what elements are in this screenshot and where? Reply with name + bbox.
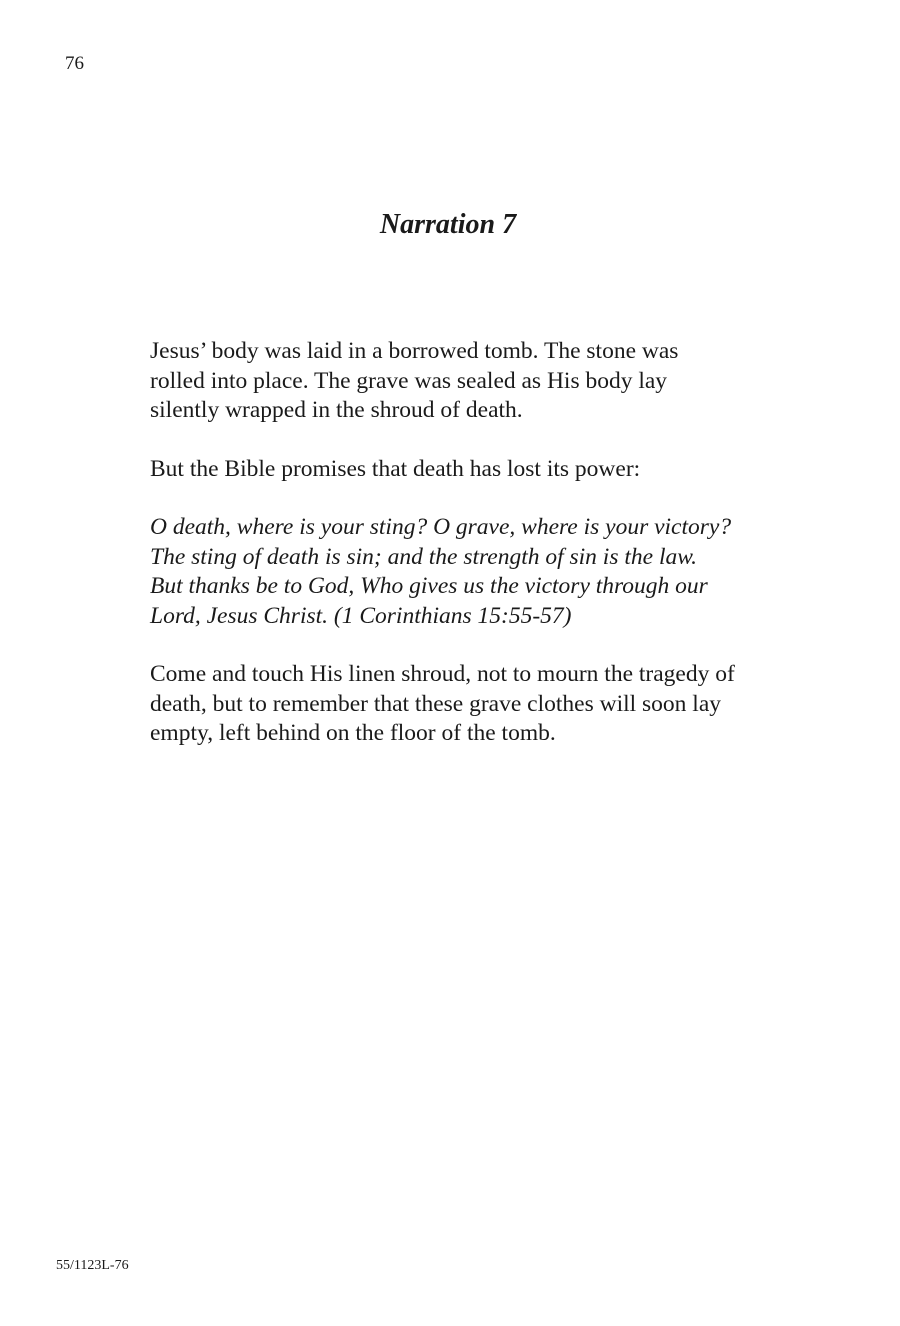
page-number: 76: [65, 53, 84, 74]
page-title: Narration 7: [379, 209, 517, 240]
text-line: rolled into place. The grave was sealed as His body lay: [150, 367, 668, 394]
scripture-quote: [150, 513, 850, 631]
text-line: empty, left behind on the floor of the tomb.: [150, 720, 556, 746]
paragraph-tomb: [150, 337, 850, 426]
text-line: Jesus’ body was laid in a borrowed tomb. The stone was: [150, 338, 679, 364]
document-code: 55/1123L-76: [56, 1258, 129, 1273]
text-line: death, but to remember that these grave clothes will soon lay: [150, 690, 722, 717]
text-line: Come and touch His linen shroud, not to mourn the tragedy of: [150, 661, 735, 687]
text-line: But thanks be to God, Who gives us the victory through our: [150, 573, 708, 599]
text-line: Lord, Jesus Christ. (1 Corinthians 15:55-57): [150, 602, 572, 629]
text-line: O death, where is your sting? O grave, where is your victory?: [150, 514, 732, 540]
paragraph-invitation: [150, 660, 850, 749]
paragraph-promise: [150, 455, 850, 485]
text-line: But the Bible promises that death has lost its power:: [150, 455, 641, 482]
narration-body: [150, 337, 850, 778]
text-line: silently wrapped in the shroud of death.: [150, 397, 523, 423]
text-line: The sting of death is sin; and the strength of sin is the law.: [150, 543, 698, 570]
